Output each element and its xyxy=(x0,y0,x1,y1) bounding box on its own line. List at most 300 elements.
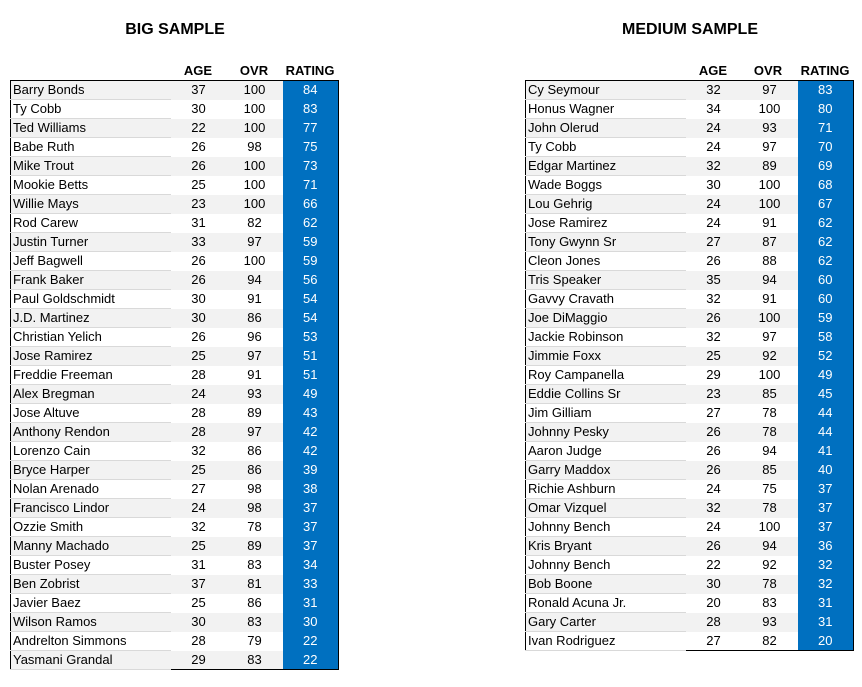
table-row xyxy=(11,499,339,518)
age-cell: 24 xyxy=(686,138,742,157)
rating-cell: 33 xyxy=(283,575,339,594)
ovr-cell: 91 xyxy=(742,214,798,233)
rating-cell: 58 xyxy=(798,328,854,347)
table-row xyxy=(11,366,339,385)
rating-cell: 84 xyxy=(283,81,339,100)
rating-cell: 32 xyxy=(798,575,854,594)
player-name-cell: Ted Williams xyxy=(11,119,171,138)
age-cell: 31 xyxy=(171,214,227,233)
table-row xyxy=(11,537,339,556)
age-cell: 32 xyxy=(686,499,742,518)
rating-cell: 22 xyxy=(283,632,339,651)
table-row xyxy=(526,594,854,613)
player-name-cell: Paul Goldschmidt xyxy=(11,290,171,309)
ovr-cell: 78 xyxy=(227,518,283,537)
rating-cell: 37 xyxy=(283,499,339,518)
table-row xyxy=(11,594,339,613)
rating-cell: 37 xyxy=(283,518,339,537)
ovr-cell: 100 xyxy=(742,100,798,119)
table-row xyxy=(526,271,854,290)
age-cell: 27 xyxy=(686,404,742,423)
age-cell: 30 xyxy=(171,290,227,309)
age-cell: 23 xyxy=(171,195,227,214)
rating-cell: 59 xyxy=(798,309,854,328)
ovr-cell: 92 xyxy=(742,347,798,366)
ovr-cell: 100 xyxy=(227,100,283,119)
player-name-cell: Edgar Martinez xyxy=(526,157,686,176)
age-cell: 34 xyxy=(686,100,742,119)
player-name-cell: Bryce Harper xyxy=(11,461,171,480)
age-cell: 26 xyxy=(686,309,742,328)
table-row xyxy=(526,442,854,461)
rating-cell: 45 xyxy=(798,385,854,404)
rating-cell: 49 xyxy=(798,366,854,385)
rating-cell: 30 xyxy=(283,613,339,632)
rating-cell: 66 xyxy=(283,195,339,214)
rating-cell: 54 xyxy=(283,309,339,328)
age-cell: 27 xyxy=(686,233,742,252)
table-row xyxy=(526,385,854,404)
age-cell: 28 xyxy=(171,423,227,442)
rating-cell: 67 xyxy=(798,195,854,214)
table-row xyxy=(526,613,854,632)
big-header-ovr: OVR xyxy=(239,63,269,78)
player-name-cell: Ronald Acuna Jr. xyxy=(526,594,686,613)
player-name-cell: Lorenzo Cain xyxy=(11,442,171,461)
rating-cell: 22 xyxy=(283,651,339,670)
player-name-cell: Ben Zobrist xyxy=(11,575,171,594)
table-row xyxy=(11,252,339,271)
age-cell: 32 xyxy=(686,157,742,176)
table-row xyxy=(526,499,854,518)
table-row xyxy=(526,119,854,138)
player-name-cell: Jim Gilliam xyxy=(526,404,686,423)
player-name-cell: Jose Altuve xyxy=(11,404,171,423)
table-row xyxy=(11,328,339,347)
ovr-cell: 98 xyxy=(227,499,283,518)
ovr-cell: 100 xyxy=(227,176,283,195)
age-cell: 26 xyxy=(686,461,742,480)
ovr-cell: 100 xyxy=(742,518,798,537)
age-cell: 24 xyxy=(686,119,742,138)
rating-cell: 31 xyxy=(798,613,854,632)
age-cell: 27 xyxy=(686,632,742,651)
rating-cell: 51 xyxy=(283,347,339,366)
table-row xyxy=(11,518,339,537)
age-cell: 25 xyxy=(171,594,227,613)
player-name-cell: Mike Trout xyxy=(11,157,171,176)
age-cell: 28 xyxy=(171,404,227,423)
ovr-cell: 97 xyxy=(742,328,798,347)
ovr-cell: 83 xyxy=(227,556,283,575)
rating-cell: 39 xyxy=(283,461,339,480)
ovr-cell: 78 xyxy=(742,499,798,518)
rating-cell: 41 xyxy=(798,442,854,461)
age-cell: 23 xyxy=(686,385,742,404)
age-cell: 24 xyxy=(171,385,227,404)
table-row xyxy=(11,385,339,404)
ovr-cell: 97 xyxy=(227,233,283,252)
player-name-cell: Nolan Arenado xyxy=(11,480,171,499)
rating-cell: 73 xyxy=(283,157,339,176)
age-cell: 24 xyxy=(686,480,742,499)
ovr-cell: 91 xyxy=(227,290,283,309)
rating-cell: 31 xyxy=(283,594,339,613)
rating-cell: 75 xyxy=(283,138,339,157)
player-name-cell: Lou Gehrig xyxy=(526,195,686,214)
player-name-cell: Yasmani Grandal xyxy=(11,651,171,670)
rating-cell: 32 xyxy=(798,556,854,575)
ovr-cell: 100 xyxy=(227,119,283,138)
table-row xyxy=(11,404,339,423)
rating-cell: 62 xyxy=(798,252,854,271)
age-cell: 26 xyxy=(171,328,227,347)
table-row xyxy=(11,290,339,309)
age-cell: 32 xyxy=(171,442,227,461)
table-row xyxy=(526,480,854,499)
age-cell: 27 xyxy=(171,480,227,499)
age-cell: 31 xyxy=(171,556,227,575)
player-name-cell: Jose Ramirez xyxy=(11,347,171,366)
age-cell: 24 xyxy=(171,499,227,518)
player-name-cell: Tris Speaker xyxy=(526,271,686,290)
age-cell: 32 xyxy=(686,81,742,100)
player-name-cell: Gavvy Cravath xyxy=(526,290,686,309)
age-cell: 26 xyxy=(686,442,742,461)
rating-cell: 42 xyxy=(283,423,339,442)
table-row xyxy=(11,271,339,290)
player-name-cell: Jose Ramirez xyxy=(526,214,686,233)
table-row xyxy=(526,81,854,100)
age-cell: 30 xyxy=(686,176,742,195)
age-cell: 37 xyxy=(171,81,227,100)
player-name-cell: Cy Seymour xyxy=(526,81,686,100)
table-row xyxy=(526,157,854,176)
player-name-cell: Johnny Bench xyxy=(526,518,686,537)
rating-cell: 20 xyxy=(798,632,854,651)
big-sample-table xyxy=(10,80,339,670)
age-cell: 35 xyxy=(686,271,742,290)
rating-cell: 52 xyxy=(798,347,854,366)
table-row xyxy=(526,556,854,575)
rating-cell: 59 xyxy=(283,252,339,271)
ovr-cell: 89 xyxy=(227,537,283,556)
player-name-cell: Willie Mays xyxy=(11,195,171,214)
rating-cell: 51 xyxy=(283,366,339,385)
age-cell: 26 xyxy=(171,138,227,157)
age-cell: 24 xyxy=(686,518,742,537)
ovr-cell: 98 xyxy=(227,138,283,157)
table-row xyxy=(11,613,339,632)
ovr-cell: 97 xyxy=(742,81,798,100)
player-name-cell: Ivan Rodriguez xyxy=(526,632,686,651)
medium-sample-table xyxy=(525,80,854,651)
ovr-cell: 94 xyxy=(742,271,798,290)
ovr-cell: 93 xyxy=(742,119,798,138)
table-row xyxy=(11,195,339,214)
rating-cell: 60 xyxy=(798,271,854,290)
player-name-cell: Honus Wagner xyxy=(526,100,686,119)
age-cell: 25 xyxy=(171,537,227,556)
age-cell: 32 xyxy=(686,290,742,309)
rating-cell: 62 xyxy=(283,214,339,233)
ovr-cell: 96 xyxy=(227,328,283,347)
table-row xyxy=(526,195,854,214)
player-name-cell: Johnny Pesky xyxy=(526,423,686,442)
ovr-cell: 81 xyxy=(227,575,283,594)
table-row xyxy=(526,328,854,347)
table-row xyxy=(11,575,339,594)
table-row xyxy=(11,423,339,442)
ovr-cell: 83 xyxy=(227,651,283,670)
table-row xyxy=(526,233,854,252)
age-cell: 25 xyxy=(171,347,227,366)
table-row xyxy=(526,366,854,385)
player-name-cell: Babe Ruth xyxy=(11,138,171,157)
age-cell: 30 xyxy=(171,613,227,632)
rating-cell: 60 xyxy=(798,290,854,309)
table-row xyxy=(11,138,339,157)
player-name-cell: Aaron Judge xyxy=(526,442,686,461)
ovr-cell: 89 xyxy=(227,404,283,423)
ovr-cell: 100 xyxy=(227,195,283,214)
rating-cell: 37 xyxy=(283,537,339,556)
rating-cell: 62 xyxy=(798,233,854,252)
ovr-cell: 88 xyxy=(742,252,798,271)
age-cell: 30 xyxy=(686,575,742,594)
ovr-cell: 94 xyxy=(227,271,283,290)
rating-cell: 54 xyxy=(283,290,339,309)
player-name-cell: Ozzie Smith xyxy=(11,518,171,537)
rating-cell: 34 xyxy=(283,556,339,575)
ovr-cell: 83 xyxy=(227,613,283,632)
age-cell: 30 xyxy=(171,100,227,119)
ovr-cell: 82 xyxy=(227,214,283,233)
ovr-cell: 93 xyxy=(227,385,283,404)
rating-cell: 42 xyxy=(283,442,339,461)
table-row xyxy=(11,233,339,252)
player-name-cell: John Olerud xyxy=(526,119,686,138)
age-cell: 26 xyxy=(171,252,227,271)
ovr-cell: 100 xyxy=(227,157,283,176)
table-row xyxy=(526,632,854,651)
medium-sample-title: MEDIUM SAMPLE xyxy=(622,21,758,38)
table-row xyxy=(11,176,339,195)
table-row xyxy=(526,461,854,480)
table-row xyxy=(526,290,854,309)
player-name-cell: Francisco Lindor xyxy=(11,499,171,518)
medium-header-ovr: OVR xyxy=(753,63,783,78)
table-row xyxy=(11,347,339,366)
ovr-cell: 85 xyxy=(742,385,798,404)
table-row xyxy=(11,100,339,119)
table-row xyxy=(11,157,339,176)
rating-cell: 71 xyxy=(798,119,854,138)
player-name-cell: Alex Bregman xyxy=(11,385,171,404)
player-name-cell: Jimmie Foxx xyxy=(526,347,686,366)
rating-cell: 83 xyxy=(283,100,339,119)
player-name-cell: Wade Boggs xyxy=(526,176,686,195)
table-row xyxy=(526,176,854,195)
rating-cell: 83 xyxy=(798,81,854,100)
ovr-cell: 75 xyxy=(742,480,798,499)
table-row xyxy=(526,423,854,442)
table-row xyxy=(11,214,339,233)
ovr-cell: 100 xyxy=(227,252,283,271)
age-cell: 32 xyxy=(686,328,742,347)
table-row xyxy=(526,100,854,119)
rating-cell: 37 xyxy=(798,518,854,537)
rating-cell: 40 xyxy=(798,461,854,480)
age-cell: 32 xyxy=(171,518,227,537)
rating-cell: 77 xyxy=(283,119,339,138)
player-name-cell: Ty Cobb xyxy=(11,100,171,119)
ovr-cell: 86 xyxy=(227,442,283,461)
rating-cell: 31 xyxy=(798,594,854,613)
table-row xyxy=(526,575,854,594)
player-name-cell: Frank Baker xyxy=(11,271,171,290)
player-name-cell: Gary Carter xyxy=(526,613,686,632)
table-row xyxy=(11,309,339,328)
ovr-cell: 78 xyxy=(742,404,798,423)
rating-cell: 80 xyxy=(798,100,854,119)
player-name-cell: Bob Boone xyxy=(526,575,686,594)
table-row xyxy=(526,404,854,423)
age-cell: 29 xyxy=(686,366,742,385)
player-name-cell: Anthony Rendon xyxy=(11,423,171,442)
player-name-cell: Andrelton Simmons xyxy=(11,632,171,651)
table-row xyxy=(526,214,854,233)
age-cell: 22 xyxy=(171,119,227,138)
ovr-cell: 78 xyxy=(742,423,798,442)
ovr-cell: 93 xyxy=(742,613,798,632)
ovr-cell: 86 xyxy=(227,309,283,328)
ovr-cell: 97 xyxy=(227,347,283,366)
rating-cell: 53 xyxy=(283,328,339,347)
age-cell: 26 xyxy=(686,252,742,271)
player-name-cell: Jackie Robinson xyxy=(526,328,686,347)
rating-cell: 62 xyxy=(798,214,854,233)
rating-cell: 69 xyxy=(798,157,854,176)
table-row xyxy=(11,119,339,138)
player-name-cell: Barry Bonds xyxy=(11,81,171,100)
medium-header-rating: RATING xyxy=(800,63,850,78)
player-name-cell: Cleon Jones xyxy=(526,252,686,271)
medium-header-age: AGE xyxy=(698,63,728,78)
player-name-cell: Kris Bryant xyxy=(526,537,686,556)
player-name-cell: Buster Posey xyxy=(11,556,171,575)
ovr-cell: 98 xyxy=(227,480,283,499)
table-row xyxy=(11,480,339,499)
table-row xyxy=(526,138,854,157)
ovr-cell: 92 xyxy=(742,556,798,575)
rating-cell: 37 xyxy=(798,480,854,499)
rating-cell: 36 xyxy=(798,537,854,556)
player-name-cell: Eddie Collins Sr xyxy=(526,385,686,404)
table-row xyxy=(11,81,339,100)
ovr-cell: 78 xyxy=(742,575,798,594)
ovr-cell: 100 xyxy=(742,176,798,195)
age-cell: 22 xyxy=(686,556,742,575)
player-name-cell: Roy Campanella xyxy=(526,366,686,385)
age-cell: 20 xyxy=(686,594,742,613)
table-row xyxy=(526,518,854,537)
ovr-cell: 85 xyxy=(742,461,798,480)
player-name-cell: Manny Machado xyxy=(11,537,171,556)
player-name-cell: J.D. Martinez xyxy=(11,309,171,328)
table-row xyxy=(11,556,339,575)
table-row xyxy=(526,537,854,556)
age-cell: 30 xyxy=(171,309,227,328)
player-name-cell: Joe DiMaggio xyxy=(526,309,686,328)
table-row xyxy=(11,461,339,480)
ovr-cell: 100 xyxy=(227,81,283,100)
player-name-cell: Jeff Bagwell xyxy=(11,252,171,271)
rating-cell: 71 xyxy=(283,176,339,195)
ovr-cell: 86 xyxy=(227,461,283,480)
table-row xyxy=(11,442,339,461)
ovr-cell: 100 xyxy=(742,309,798,328)
player-name-cell: Justin Turner xyxy=(11,233,171,252)
ovr-cell: 97 xyxy=(742,138,798,157)
age-cell: 26 xyxy=(686,537,742,556)
big-header-age: AGE xyxy=(183,63,213,78)
age-cell: 37 xyxy=(171,575,227,594)
ovr-cell: 94 xyxy=(742,442,798,461)
player-name-cell: Ty Cobb xyxy=(526,138,686,157)
player-name-cell: Christian Yelich xyxy=(11,328,171,347)
table-row xyxy=(526,309,854,328)
player-name-cell: Freddie Freeman xyxy=(11,366,171,385)
player-name-cell: Richie Ashburn xyxy=(526,480,686,499)
age-cell: 25 xyxy=(171,176,227,195)
player-name-cell: Garry Maddox xyxy=(526,461,686,480)
rating-cell: 49 xyxy=(283,385,339,404)
player-name-cell: Javier Baez xyxy=(11,594,171,613)
player-name-cell: Rod Carew xyxy=(11,214,171,233)
age-cell: 24 xyxy=(686,195,742,214)
age-cell: 25 xyxy=(171,461,227,480)
age-cell: 28 xyxy=(171,632,227,651)
player-name-cell: Omar Vizquel xyxy=(526,499,686,518)
age-cell: 33 xyxy=(171,233,227,252)
age-cell: 29 xyxy=(171,651,227,670)
big-header-rating: RATING xyxy=(285,63,335,78)
player-name-cell: Johnny Bench xyxy=(526,556,686,575)
age-cell: 24 xyxy=(686,214,742,233)
player-name-cell: Wilson Ramos xyxy=(11,613,171,632)
age-cell: 28 xyxy=(171,366,227,385)
age-cell: 26 xyxy=(171,157,227,176)
rating-cell: 38 xyxy=(283,480,339,499)
table-row xyxy=(11,651,339,670)
rating-cell: 56 xyxy=(283,271,339,290)
rating-cell: 43 xyxy=(283,404,339,423)
rating-cell: 68 xyxy=(798,176,854,195)
table-row xyxy=(526,347,854,366)
age-cell: 28 xyxy=(686,613,742,632)
big-sample-title: BIG SAMPLE xyxy=(125,21,225,38)
ovr-cell: 86 xyxy=(227,594,283,613)
ovr-cell: 97 xyxy=(227,423,283,442)
rating-cell: 37 xyxy=(798,499,854,518)
rating-cell: 44 xyxy=(798,423,854,442)
ovr-cell: 100 xyxy=(742,195,798,214)
ovr-cell: 94 xyxy=(742,537,798,556)
player-name-cell: Tony Gwynn Sr xyxy=(526,233,686,252)
player-name-cell: Mookie Betts xyxy=(11,176,171,195)
table-row xyxy=(526,252,854,271)
